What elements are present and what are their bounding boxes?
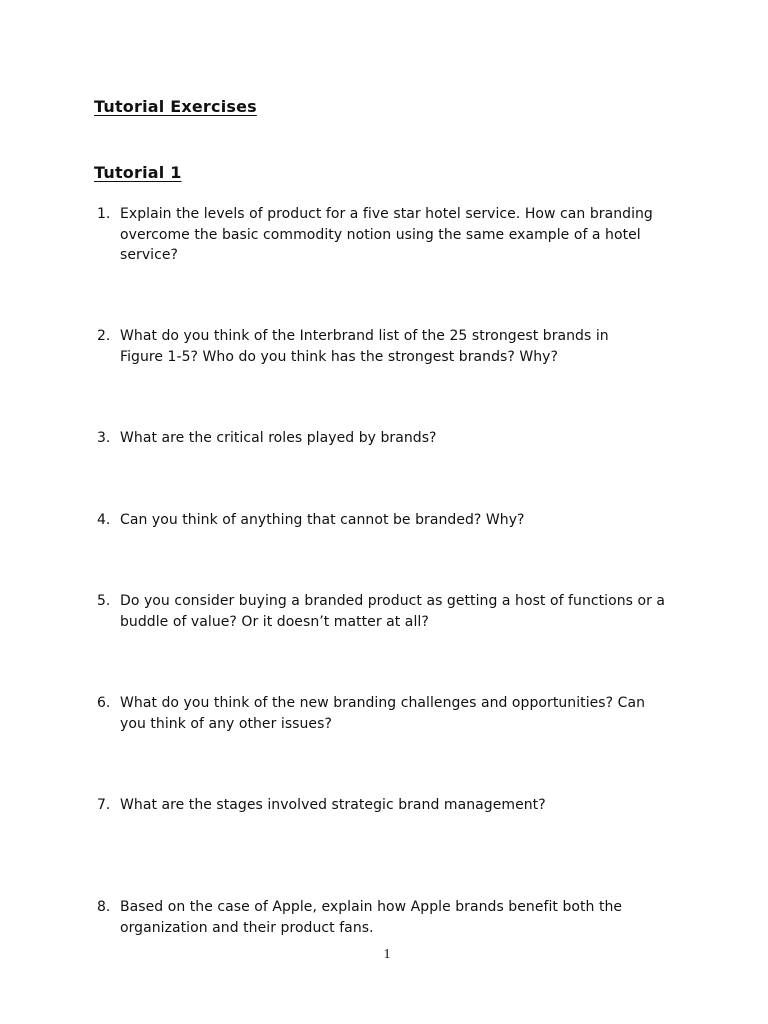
question-number: 7. xyxy=(97,797,111,813)
question-number: 2. xyxy=(97,328,111,344)
question-number: 8. xyxy=(97,899,111,915)
question-line: What do you think of the Interbrand list of the 25 strongest brands in xyxy=(120,328,609,344)
question-line: What do you think of the new branding challenges and opportunities? Can xyxy=(120,695,646,711)
question-item xyxy=(94,795,694,816)
question-line: organization and their product fans. xyxy=(120,919,374,936)
question-item xyxy=(94,693,694,734)
section-title: Tutorial 1 xyxy=(94,163,182,182)
document-title: Tutorial Exercises xyxy=(94,97,257,116)
question-number: 6. xyxy=(97,695,111,711)
question-item xyxy=(94,591,694,632)
question-line: buddle of value? Or it doesn’t matter at all? xyxy=(120,613,429,630)
question-item xyxy=(94,204,694,266)
question-line: What are the critical roles played by brands? xyxy=(120,430,437,446)
question-number: 4. xyxy=(97,512,111,528)
question-line: What are the stages involved strategic brand management? xyxy=(120,797,546,813)
question-item xyxy=(94,326,694,367)
question-line: overcome the basic commodity notion using the same example of a hotel xyxy=(120,226,641,243)
question-item xyxy=(94,897,694,938)
question-line: Explain the levels of product for a five star hotel service. How can branding xyxy=(120,206,653,222)
question-line: Do you consider buying a branded product as getting a host of functions or a xyxy=(120,593,666,609)
question-line: Based on the case of Apple, explain how Apple brands benefit both the xyxy=(120,899,623,915)
question-line: Figure 1-5? Who do you think has the strongest brands? Why? xyxy=(120,348,558,365)
question-line: Can you think of anything that cannot be branded? Why? xyxy=(120,512,525,528)
question-line: service? xyxy=(120,247,178,263)
question-line: you think of any other issues? xyxy=(120,715,332,732)
question-item xyxy=(94,428,694,449)
question-number: 5. xyxy=(97,593,111,609)
question-number: 1. xyxy=(97,206,111,222)
question-number: 3. xyxy=(97,430,111,446)
page-number: 1 xyxy=(383,947,391,962)
question-item xyxy=(94,510,694,531)
